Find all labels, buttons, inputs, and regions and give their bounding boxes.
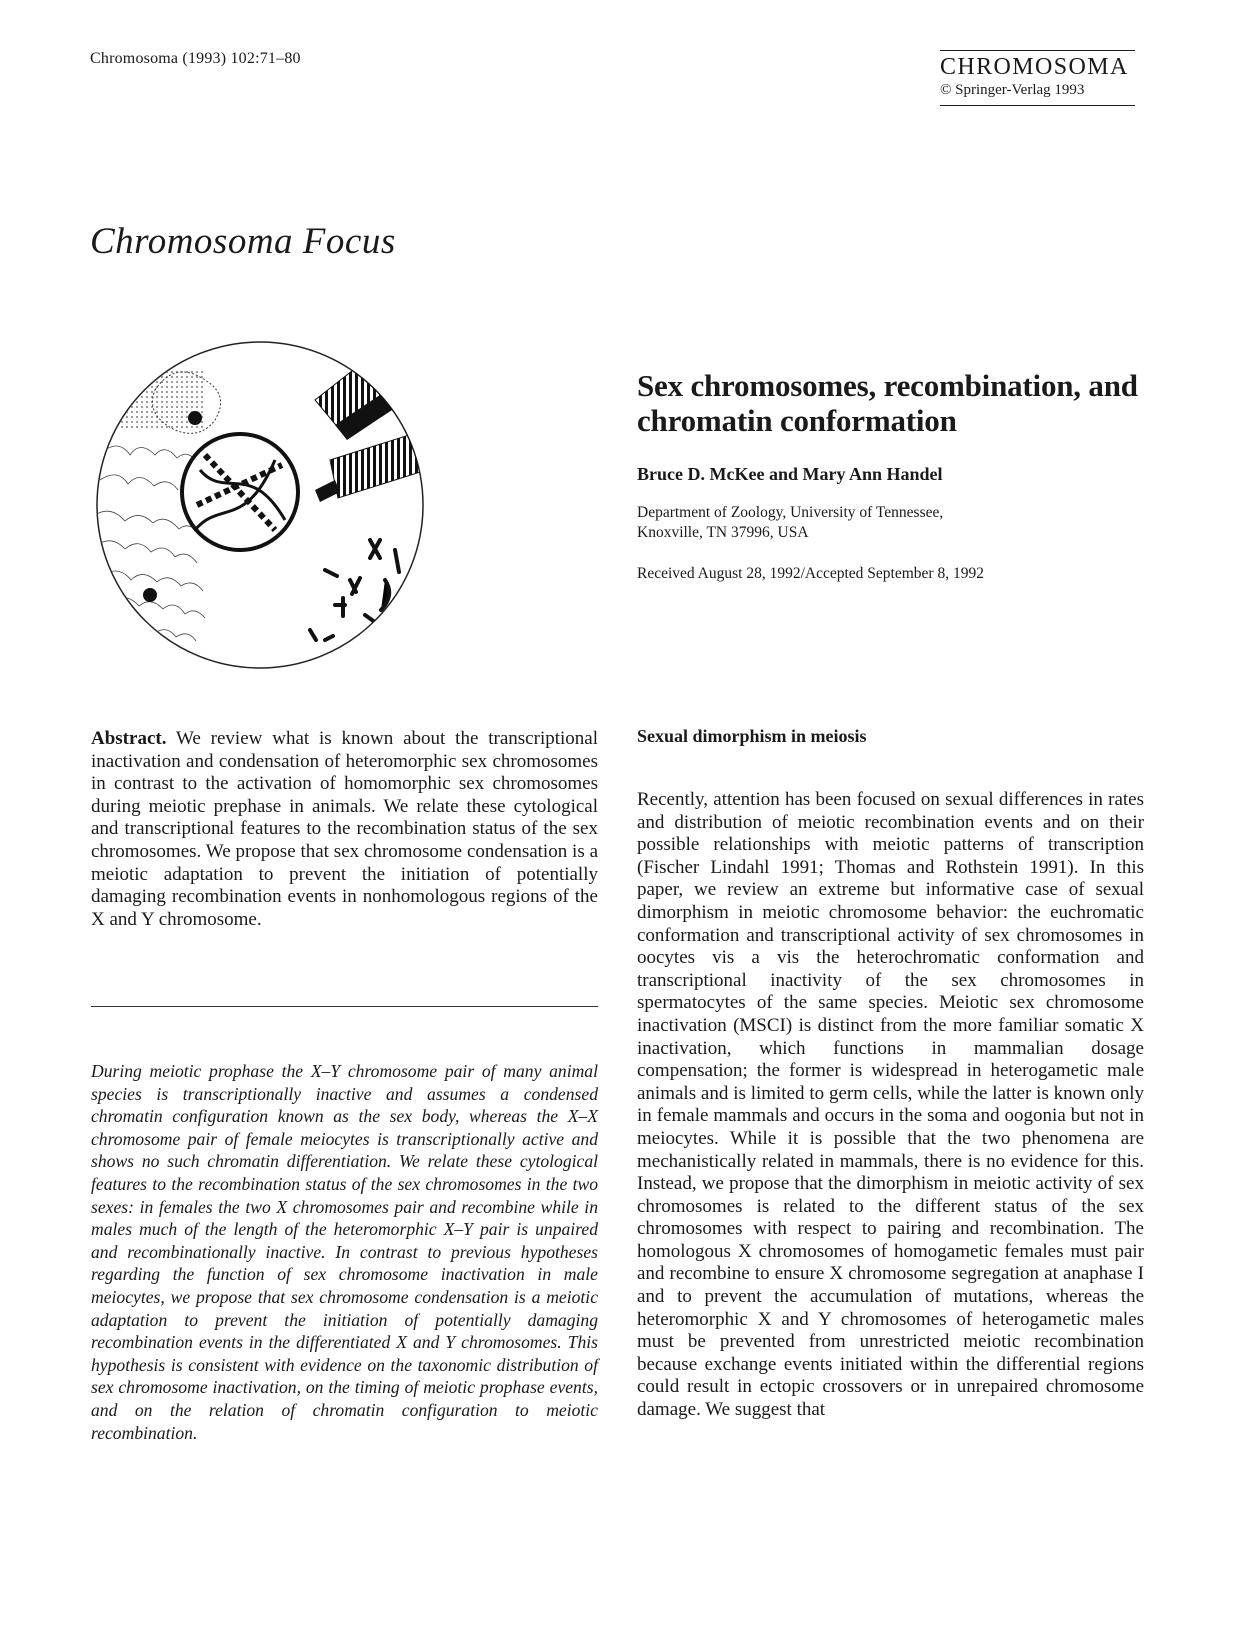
abstract-text: We review what is known about the transcriptional inactivation and condensation of heteromorphic sex chromosomes in contrast to the activation of homomorphic sex chromosomes during meiotic prephase in animals. We relate these cytological and transcriptional features to the recombination status of the sex chromosomes. We propose that sex chromosome condensation is a meiotic adaptation to prevent the initiation of potentially damaging recombination events in nonhomologous regions of the X and Y chromosome. [91,728,598,930]
body-text [637,789,1144,1422]
article-authors: Bruce D. McKee and Mary Ann Handel [637,464,943,484]
journal-masthead [940,50,1135,106]
abstract-label: Abstract. [91,728,167,749]
received-accepted-dates: Received August 28, 1992/Accepted September 8, 1992 [637,565,984,582]
series-title: Chromosoma Focus [90,221,396,262]
journal-name: CHROMOSOMA [940,54,1129,80]
publisher-copyright: © Springer-Verlag 1993 [940,82,1085,98]
body-paragraph: Recently, attention has been focused on sexual differences in rates and distribution of meiotic recombination events and on their possible relationships with meiotic patterns of transcription (Fischer Lindahl 1991; Thomas and Rothstein 1991). In this paper, we review an extreme but informative case of sexual dimorphism in meiotic chromosome behavior: the euchromatic conformation and transcriptional activity of sex chromosomes in oocytes vis a vis the heterochromatic conformation and transcriptional inactivity of the sex chromosomes in spermatocytes of the same species. Meiotic sex chromosome inactivation (MSCI) is distinct from the more familiar somatic X inactivation, which functions in mammalian dosage compensation; the former is widespread in heterogametic male animals and is limited to germ cells, while the latter is known only in female mammals and occurs in the soma and oogonia but not in meiocytes. While it is possible that the two phenomena are mechanistically related in mammals, there is no evidence for this. Instead, we propose that the dimorphism in meiotic activity of sex chromosomes is related to the different status of the sex chromosomes with respect to pairing and recombination. The homologous X chromosomes of homogametic females must pair and recombine to ensure X chromosome segregation at anaphase I and to prevent the accumulation of mutations, whereas the heteromorphic X and Y chromosomes of heterogametic males must be prevented from unrestricted meiotic recombination because exchange events initiated within the differential regions could result in ectopic crossovers or in unrepaired chromosome damage. We suggest that [637,789,1144,1421]
section-divider [91,1006,598,1007]
affiliation-line-2: Knoxville, TN 37996, USA [637,524,809,541]
journal-citation: Chromosoma (1993) 102:71–80 [90,50,301,67]
article-title: Sex chromosomes, recombination, and chromatin conformation [637,368,1138,438]
author-affiliation [637,503,943,543]
focus-summary-text: During meiotic prophase the X–Y chromosome pair of many animal species is transcriptionally inactive and assumes a condensed chromatin configuration known as the sex body, whereas the X–X chromosome pair of female meiocytes is transcriptionally active and shows no such chromatin differentiation. We relate these cytological features to the recombination status of the sex chromosomes in the two sexes: in females the two X chromosomes pair and recombine while in males much of the length of the heteromorphic X–Y pair is unpaired and recombinationally inactive. In contrast to previous hypotheses regarding the function of sex chromosome inactivation in male meiocytes, we propose that sex chromosome condensation is a meiotic adaptation to prevent the initiation of potentially damaging recombination events in the differentiated X and Y chromosomes. This hypothesis is consistent with evidence on the taxonomic distribution of sex chromosome inactivation, on the timing of meiotic prophase events, and on the relation of chromatin configuration to meiotic recombination. [91,1061,598,1443]
chromosome-illustration [85,330,435,690]
section-heading: Sexual dimorphism in meiosis [637,726,867,746]
abstract [91,728,598,931]
focus-summary [91,1060,598,1444]
affiliation-line-1: Department of Zoology, University of Tennessee, [637,504,944,521]
